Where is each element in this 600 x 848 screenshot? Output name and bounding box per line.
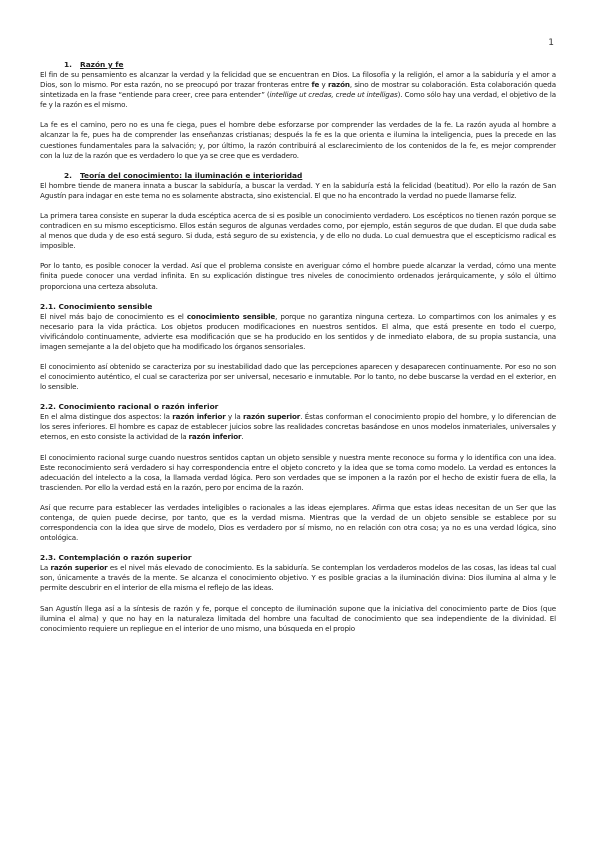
page-number: 1: [548, 38, 554, 48]
section-title: Teoría del conocimiento: la iluminación e interioridad: [80, 170, 303, 180]
paragraph: El conocimiento racional surge cuando nuestros sentidos captan un objeto sensible y nuestra mente reconoce su forma y lo identifica con una idea. Este reconocimiento será verdadero si hay correspondencia entre el objeto concreto y la idea que se toma como modelo. La verdad es entonces la adecuación del intelecto a la cosa, la llamada verdad lógica. Pero son verdades que se imponen a la razón por el hecho de existir fuera de ella, la trascienden. Por ello la verdad está en la razón, pero por encima de la razón.: [40, 452, 556, 492]
section-title: Razón y fe: [80, 60, 124, 69]
paragraph: La razón superior es el nivel más elevado de conocimiento. Es la sabiduría. Se contemplan los verdaderos modelos de las cosas, las ideas tal cual son, únicamente a través de la mente. Se alcanza el conocimiento objetivo. Y es posible gracias a la iluminación divina: Dios ilumina al alma y le permite descubrir en el interior de ella misma el reflejo de las ideas.: [40, 563, 556, 593]
section-heading-2: [40, 171, 556, 181]
section-number: 2.: [64, 170, 72, 180]
section-heading-1: [40, 60, 556, 70]
document-body: [40, 60, 556, 634]
paragraph: El nivel más bajo de conocimiento es el conocimiento sensible, porque no garantiza ninguna certeza. Lo compartimos con los animales y es necesario para la vida práctica. Los objetos producen modificaciones en nuestros sentidos. El alma, que está presente en todo el cuerpo, vivificándolo continuamente, advierte esa modificación que se ha producido en los sentidos y de inmediato elabora, de su propia sustancia, una imagen semejante a la del objeto que ha modificado los órganos sensoriales.: [40, 311, 556, 351]
paragraph: El fin de su pensamiento es alcanzar la verdad y la felicidad que se encuentran en Dios. La filosofía y la religión, el amor a la sabiduría y el amor a Dios, son lo mismo. Por esta razón, no se preocupó por trazar fronteras entre fe y razón, sino de mostrar su colaboración. Esta colaboración queda sintetizada en la frase “entiende para creer, cree para entender” (intellige ut credas, crede ut intelligas). Como sólo hay una verdad, el objetivo de la fe y la razón es el mismo.: [40, 70, 556, 110]
paragraph: Así que recurre para establecer las verdades inteligibles o racionales a las ideas ejemplares. Afirma que estas ideas necesitan de un Ser que las contenga, de quien puede decirse, por tanto, que es la verdad misma. Mientras que la verdad de un objeto sensible se establece por su correspondencia con la idea que sirve de modelo, Dios es verdadero por sí mismo, no en relación con otra cosa; ya no es una verdad lógica, sino ontológica.: [40, 502, 556, 543]
paragraph: Por lo tanto, es posible conocer la verdad. Así que el problema consiste en averiguar cómo el hombre puede alcanzar la verdad, cómo una mente finita puede conocer una verdad infinita. En su explicación distingue tres niveles de conocimiento ordenados jerárquicamente, y sólo el último proporciona una certeza absoluta.: [40, 261, 556, 291]
paragraph: El hombre tiende de manera innata a buscar la sabiduría, a buscar la verdad. Y en la sabiduría está la felicidad (beatitud). Por ello la razón de San Agustín para indagar en este tema no es solamente abstracta, sino existencial. El que no ha encontrado la verdad no puede llamarse feliz.: [40, 180, 556, 200]
paragraph: San Agustín llega así a la síntesis de razón y fe, porque el concepto de iluminación supone que la iniciativa del conocimiento parte de Dios (que ilumina el alma) y que no hay en la naturaleza limitada del hombre una facultad de conocimiento que sea independiente de la divinidad. El conocimiento requiere un repliegue en el interior de uno mismo, una búsqueda en el propio: [40, 603, 556, 633]
subsection-heading-2-2: 2.2. Conocimiento racional o razón inferior: [40, 402, 219, 412]
section-number: 1.: [64, 60, 72, 69]
paragraph: En el alma distingue dos aspectos: la razón inferior y la razón superior. Éstas conforman el conocimiento propio del hombre, y lo diferencian de los seres inferiores. El hombre es capaz de establecer juicios sobre las realidades concretas basándose en unos modelos inmateriales, universales y eternos, en esto consiste la actividad de la razón inferior.: [40, 412, 557, 442]
paragraph: El conocimiento así obtenido se caracteriza por su inestabilidad dado que las percepciones aparecen y desaparecen continuamente. Por eso no son el conocimiento auténtico, el cual se caracteriza por ser universal, necesario e inmutable. Por lo tanto, no debe buscarse la verdad en el exterior, en lo sensible.: [40, 361, 556, 392]
subsection-heading-2-3: 2.3. Contemplación o razón superior: [40, 553, 192, 563]
paragraph: La fe es el camino, pero no es una fe ciega, pues el hombre debe esforzarse por comprender las verdades de la fe. La razón ayuda al hombre a alcanzar la fe, pues ha de comprender las enseñanzas cristianas; después la fe es la que orienta e ilumina la inteligencia, pues la precede en las cuestiones fundamentales para la salvación; y, por último, la razón contribuirá al esclarecimiento de los contenidos de la fe, es mejor comprender con la luz de la razón que es verdadero lo que ya se cree que es verdadero.: [40, 120, 556, 160]
paragraph: La primera tarea consiste en superar la duda escéptica acerca de si es posible un conocimiento verdadero. Los escépticos no tienen razón porque se contradicen en su mismo escepticismo. Ellos están seguros de algunas verdades como, por ejemplo, están seguros de que dudan. El que duda sabe al menos que duda y de eso está seguro. Si duda, está seguro de su existencia, y de ello no duda. Lo cual demuestra que el escepticismo radical es imposible.: [40, 210, 556, 251]
subsection-heading-2-1: 2.1. Conocimiento sensible: [40, 301, 153, 311]
